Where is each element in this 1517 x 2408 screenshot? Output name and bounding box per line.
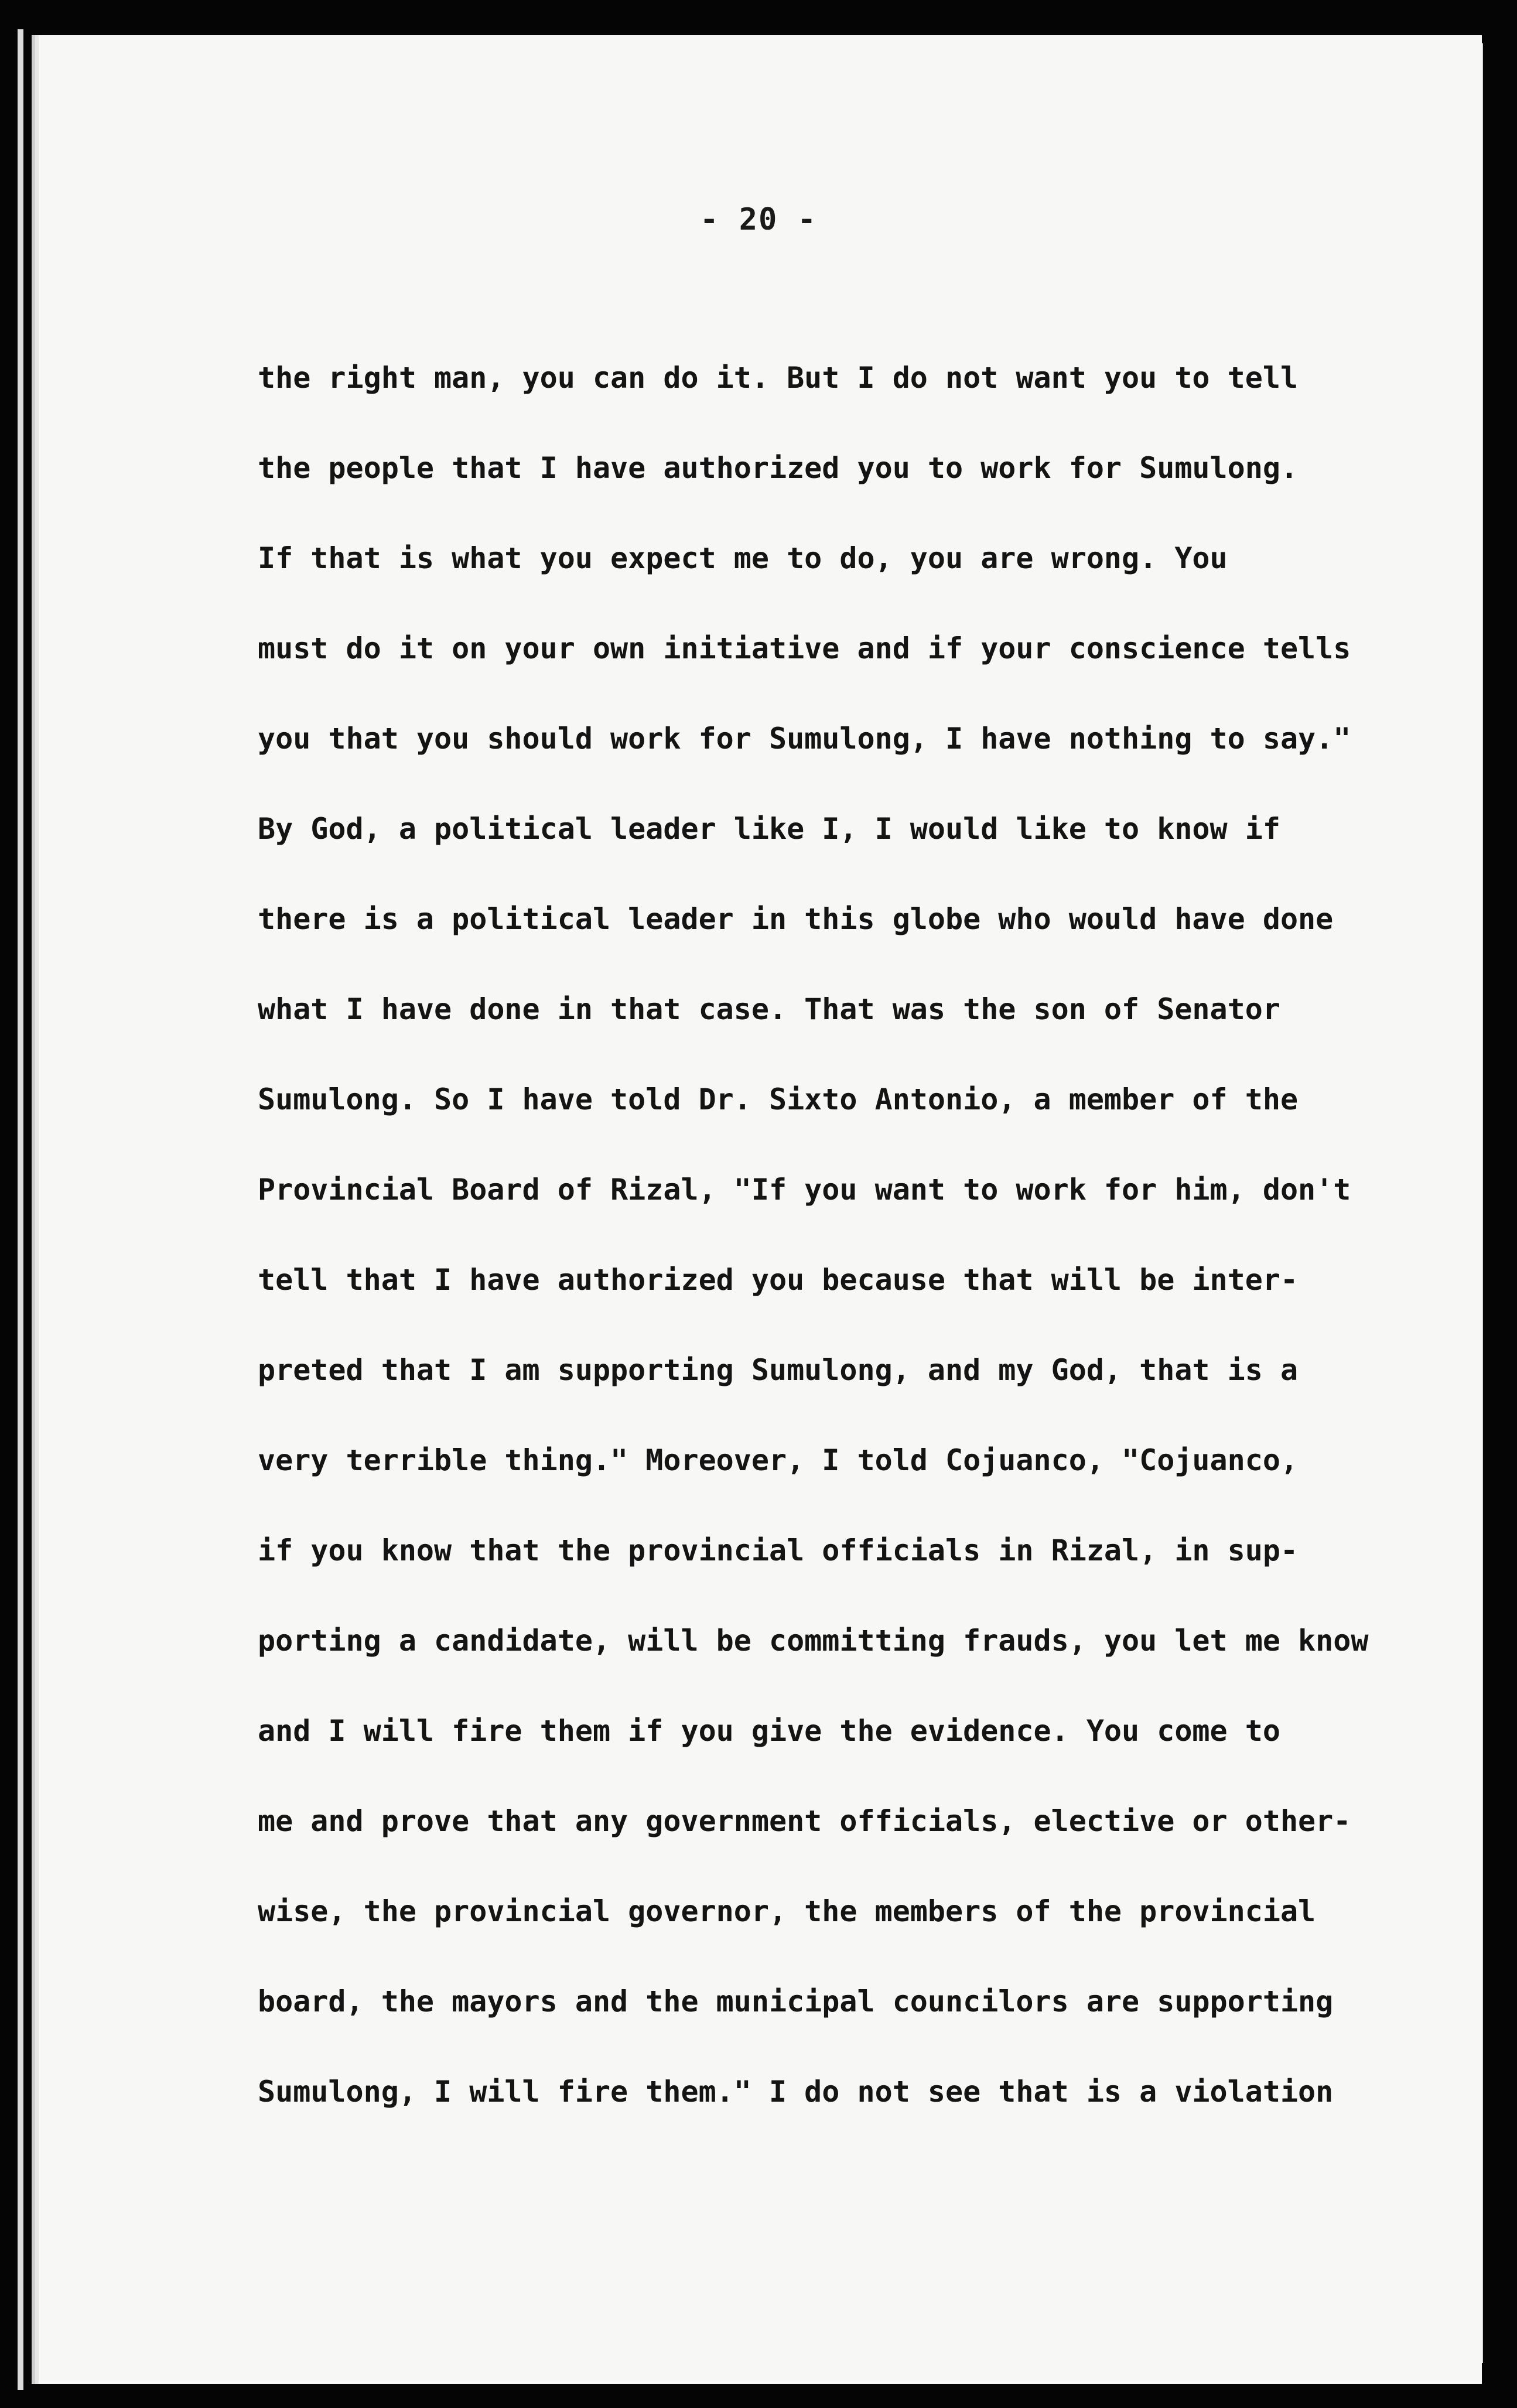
text-line: Sumulong. So I have told Dr. Sixto Antonio, a member of the — [258, 1082, 1299, 1116]
text-line: Sumulong, I will fire them." I do not see that is a violation — [258, 2075, 1334, 2109]
text-line: the right man, you can do it. But I do not want you to tell — [258, 361, 1299, 395]
body-text — [258, 340, 1429, 2144]
text-line: very terrible thing." Moreover, I told Cojuanco, "Cojuanco, — [258, 1443, 1299, 1477]
text-line: me and prove that any government officials, elective or other- — [258, 1804, 1351, 1838]
text-line: If that is what you expect me to do, you are wrong. You — [258, 541, 1228, 575]
page-edge-left — [18, 29, 23, 2390]
text-line: board, the mayors and the municipal councilors are supporting — [258, 1985, 1334, 2018]
text-line: the people that I have authorized you to work for Sumulong. — [258, 451, 1299, 485]
text-line: Provincial Board of Rizal, "If you want to work for him, don't — [258, 1173, 1351, 1207]
text-line: porting a candidate, will be committing frauds, you let me know — [258, 1624, 1369, 1658]
text-line: tell that I have authorized you because that will be inter- — [258, 1263, 1299, 1297]
typewritten-page — [32, 35, 1482, 2384]
page-number: - 20 - — [700, 202, 817, 237]
text-line: there is a political leader in this globe who would have done — [258, 902, 1334, 936]
text-line: preted that I am supporting Sumulong, and my God, that is a — [258, 1353, 1299, 1387]
text-line: wise, the provincial governor, the members of the provincial — [258, 1894, 1316, 1928]
text-line: and I will fire them if you give the evidence. You come to — [258, 1714, 1280, 1748]
text-line: if you know that the provincial officials in Rizal, in sup- — [258, 1533, 1299, 1567]
text-line: By God, a political leader like I, I would like to know if — [258, 812, 1280, 846]
text-line: must do it on your own initiative and if your conscience tells — [258, 631, 1351, 665]
text-line: what I have done in that case. That was the son of Senator — [258, 992, 1280, 1026]
text-line: you that you should work for Sumulong, I have nothing to say." — [258, 722, 1351, 756]
